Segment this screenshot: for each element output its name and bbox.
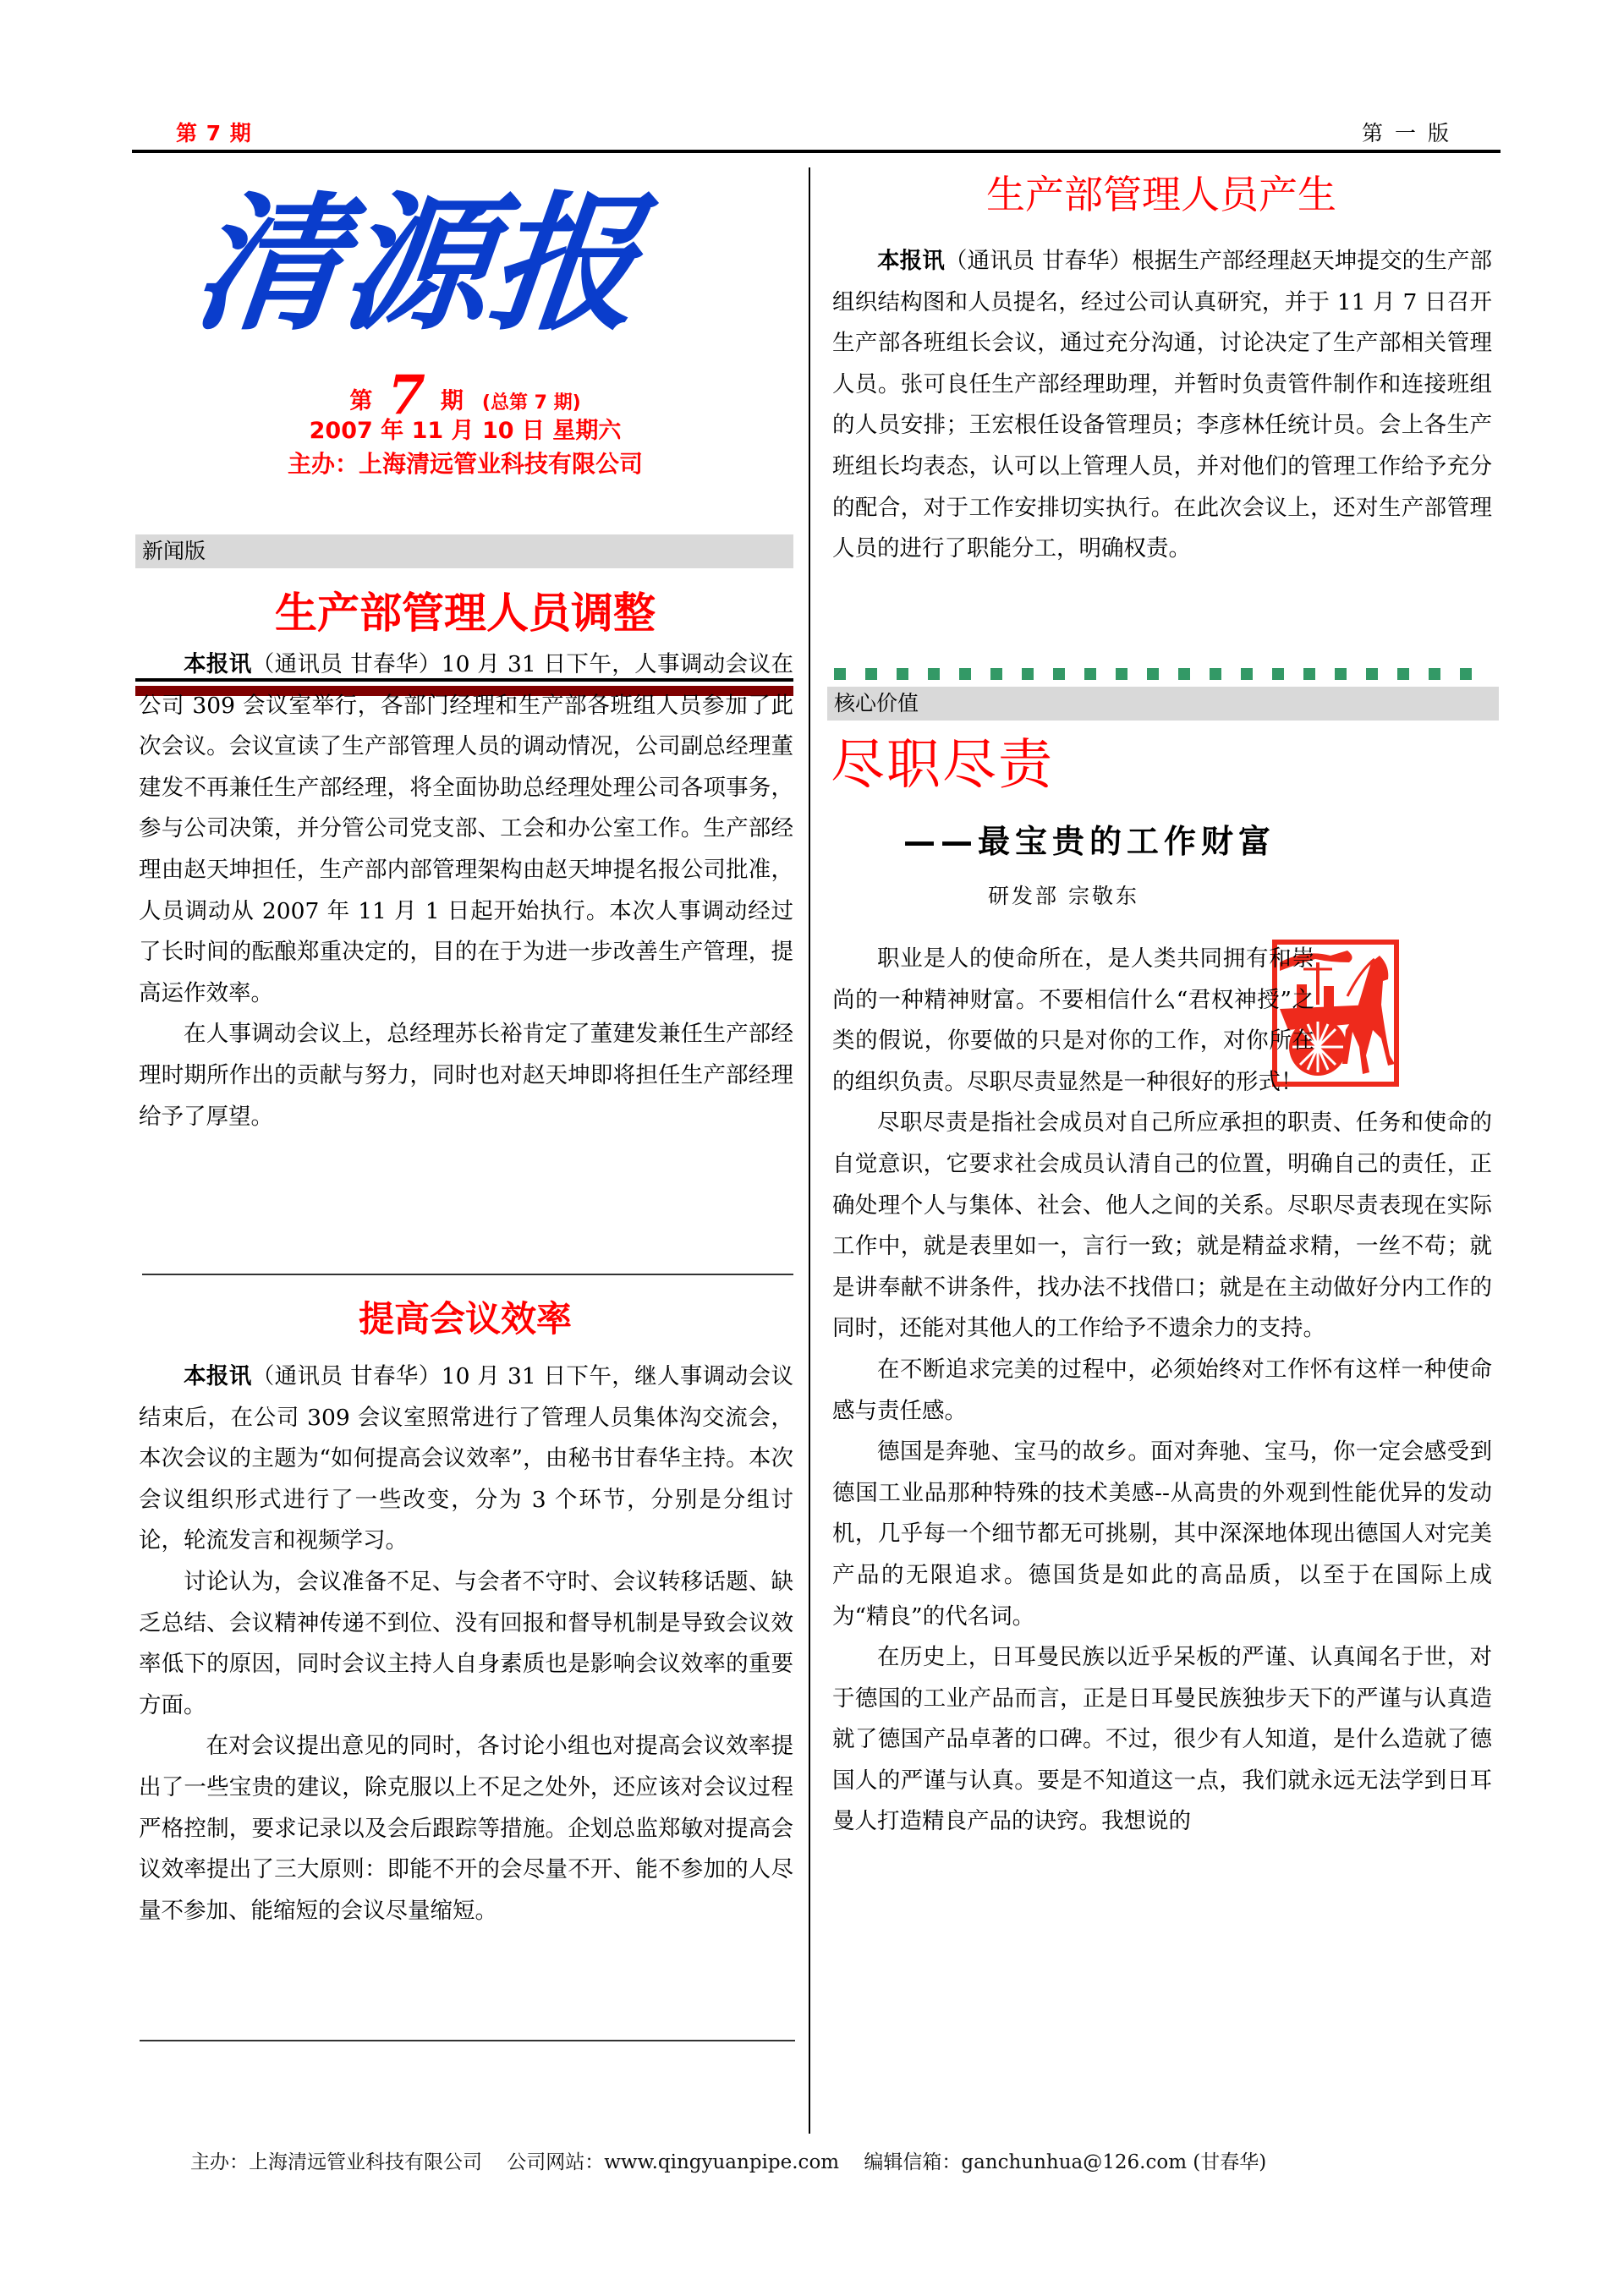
issue-number: 7 — [387, 364, 425, 427]
masthead-char: 清 — [185, 178, 352, 351]
issue-suffix: 期 — [440, 388, 464, 414]
paragraph — [832, 241, 1492, 570]
column-divider — [809, 167, 810, 2134]
page-header — [135, 113, 1499, 147]
paragraph: 职业是人的使命所在，是人类共同拥有和崇尚的一种精神财富。不要相信什么“君权神授”之类的假说，你要做的只是对你的工作，对你所在的组织负责。尽职尽责显然是一种很好的形式！ — [832, 945, 1314, 1095]
section-bar-core-values: 核心价值 — [827, 687, 1499, 721]
masthead-char: 报 — [481, 178, 648, 351]
paragraph: 德国是奔驰、宝马的故乡。面对奔驰、宝马，你一定会感受到德国工业品那种特殊的技术美感--从高贵的外观到性能优异的发动机，几乎每一个细节都无可挑剔，其中深深地体现出德国人对完美产品的无限追求。德国货是如此的高品质，以至于在国际上成为“精良”的代名词。 — [832, 1438, 1492, 1630]
issue-total: (总第 7 期) — [481, 392, 581, 414]
issue-label: 第 7 期 — [176, 121, 252, 145]
headline-adjustment: 生产部管理人员调整 — [275, 589, 656, 638]
lead-label: 本报讯 — [184, 651, 252, 677]
green-dashed-divider — [834, 668, 1489, 680]
byline: （通讯员 甘春华） — [944, 248, 1133, 274]
issue-date: 2007 年 11 月 10 日 星期六 — [309, 418, 622, 444]
article-adjustment — [139, 644, 793, 1137]
issue-prefix: 第 — [349, 388, 373, 414]
article-separator — [142, 1274, 793, 1275]
article-efficiency — [139, 1356, 793, 1932]
paragraph: 在对会议提出意见的同时，各讨论小组也对提高会议效率提出了一些宝贵的建议，除克服以上不足之处外，还应该对会议过程严格控制，要求记录以及会后跟踪等措施。企划总监郑敏对提高会议效率提出了三大原则：即能不开的会尽量不开、能不参加的人尽量不参加、能缩短的会议尽量缩短。 — [139, 1733, 793, 1924]
paragraph: 讨论认为，会议准备不足、与会者不守时、会议转移话题、缺乏总结、会议精神传递不到位、没有回报和督导机制是导致会议效率低下的原因，同时会议主持人自身素质也是影响会议效率的重要方面。 — [139, 1568, 793, 1718]
paragraph: 在不断追求完美的过程中，必须始终对工作怀有这样一种使命感与责任感。 — [832, 1356, 1492, 1424]
masthead-char: 源 — [333, 178, 500, 351]
header-rule — [132, 150, 1501, 153]
paragraph-text: 10 月 31 日下午，继人事调动会议结束后，在公司 309 会议室照常进行了管理人员集体沟交流会，本次会议的主题为“如何提高会议效率”，由秘书甘春华主持。本次会议组织形式进行了一些改变，分为 3 个环节，分别是分组讨论，轮流发言和视频学习。 — [139, 1363, 793, 1554]
feature-subtitle: ——最宝贵的工作财富 — [903, 823, 1276, 860]
article-separator — [140, 2040, 795, 2041]
paragraph: 在历史上，日耳曼民族以近乎呆板的严谨、认真闻名于世，对于德国的工业产品而言，正是日耳曼民族独步天下的严谨与认真造就了德国产品卓著的口碑。不过，很少有人知道，是什么造就了德国人的严谨与认真。要是不知道这一点，我们就永远无法学到日耳曼人打造精良产品的诀窍。我想说的 — [832, 1644, 1492, 1835]
section-bar-news: 新闻版 — [135, 534, 793, 568]
headline-efficiency: 提高会议效率 — [358, 1298, 572, 1340]
paragraph — [139, 1356, 793, 1562]
feature-title: 尽职尽责 — [831, 734, 1054, 797]
page-label: 第一版 — [1361, 121, 1461, 145]
page-footer: 主办：上海清远管业科技有限公司 公司网站：www.qingyuanpipe.com 编辑信箱：ganchunhua@126.com (甘春华) — [190, 2151, 1267, 2173]
byline: （通讯员 甘春华） — [251, 651, 442, 677]
feature-author: 研发部 宗敬东 — [988, 884, 1139, 908]
article-appointment — [832, 241, 1492, 570]
issue-sponsor: 主办：上海清远管业科技有限公司 — [287, 450, 643, 478]
issue-info — [135, 364, 795, 481]
issue-number-line — [135, 364, 795, 427]
headline-appointment: 生产部管理人员产生 — [986, 172, 1336, 217]
paragraph: 尽职尽责是指社会成员对自己所应承担的职责、任务和使命的自觉意识，它要求社会成员认清自己的位置，明确自己的责任，正确处理个人与集体、社会、他人之间的关系。尽职尽责表现在实际工作中，就是表里如一，言行一致；就是精益求精，一丝不苟；就是讲奉献不讲条件，找办法不找借口；就是在主动做好分内工作的同时，还能对其他人的工作给予不遗余力的支持。 — [832, 1110, 1492, 1342]
paragraph-text: 10 月 31 日下午，人事调动会议在公司 309 会议室举行，各部门经理和生产部各班组人员参加了此次会议。会议宣读了生产部管理人员的调动情况，公司副总经理董建发不再兼任生产部经理，将全面协助总经理处理公司各项事务，参与公司决策，并分管公司党支部、工会和办公室工作。生产部经理由赵天坤担任，生产部内部管理架构由赵天坤提名报公司批准，人员调动从 2007 年 11 月 1 日起开始执行。本次人事调动经过了长时间的酝酿郑重决定的，目的在于为进一步改善生产管理，提高运作效率。 — [139, 651, 793, 1006]
paragraph: 在人事调动会议上，总经理苏长裕肯定了董建发兼任生产部经理时期所作出的贡献与努力，同时也对赵天坤即将担任生产部经理给予了厚望。 — [139, 1021, 793, 1130]
byline: （通讯员 甘春华） — [251, 1363, 442, 1389]
lead-label: 本报讯 — [184, 1363, 252, 1389]
article-duty — [832, 939, 1492, 1843]
lead-label: 本报讯 — [877, 248, 945, 274]
paragraph — [139, 644, 793, 1014]
paragraph-text: 根据生产部经理赵天坤提交的生产部组织结构图和人员提名，经过公司认真研究，并于 11 月 7 日召开生产部各班组长会议，通过充分沟通，讨论决定了生产部相关管理人员。张可良任生产部经理助理，并暂时负责管件制作和连接班组的人员安排；王宏根任设备管理员；李彦林任统计员。会上各生产班组长均表态，认可以上管理人员，并对他们的管理工作给予充分的配合，对于工作安排切实执行。在此次会议上，还对生产部管理人员的进行了职能分工，明确权责。 — [832, 248, 1492, 562]
masthead-title — [185, 161, 648, 368]
